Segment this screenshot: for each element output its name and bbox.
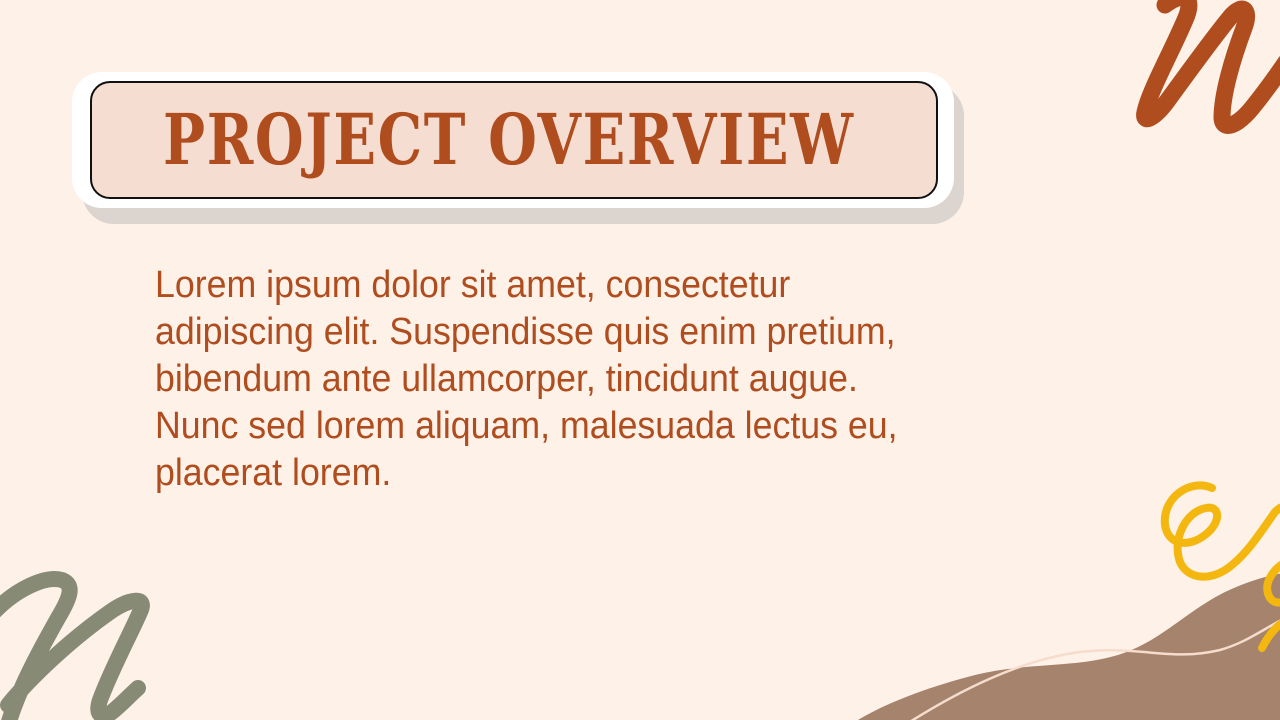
rust-squiggle-icon [1145, 0, 1280, 125]
sage-squiggle-icon [0, 579, 142, 720]
brown-blob-shape [850, 572, 1280, 720]
slide-title: PROJECT OVERVIEW [163, 98, 855, 181]
blob-line [905, 618, 1280, 720]
body-paragraph: Lorem ipsum dolor sit amet, consectetur adipiscing elit. Suspendisse quis enim pretium, bibendum ante ullamcorper, tincidunt augue. Nunc sed lorem aliquam, malesuada lectus eu, placerat lorem. [155, 264, 898, 494]
yellow-swirl-icon [1165, 485, 1280, 648]
